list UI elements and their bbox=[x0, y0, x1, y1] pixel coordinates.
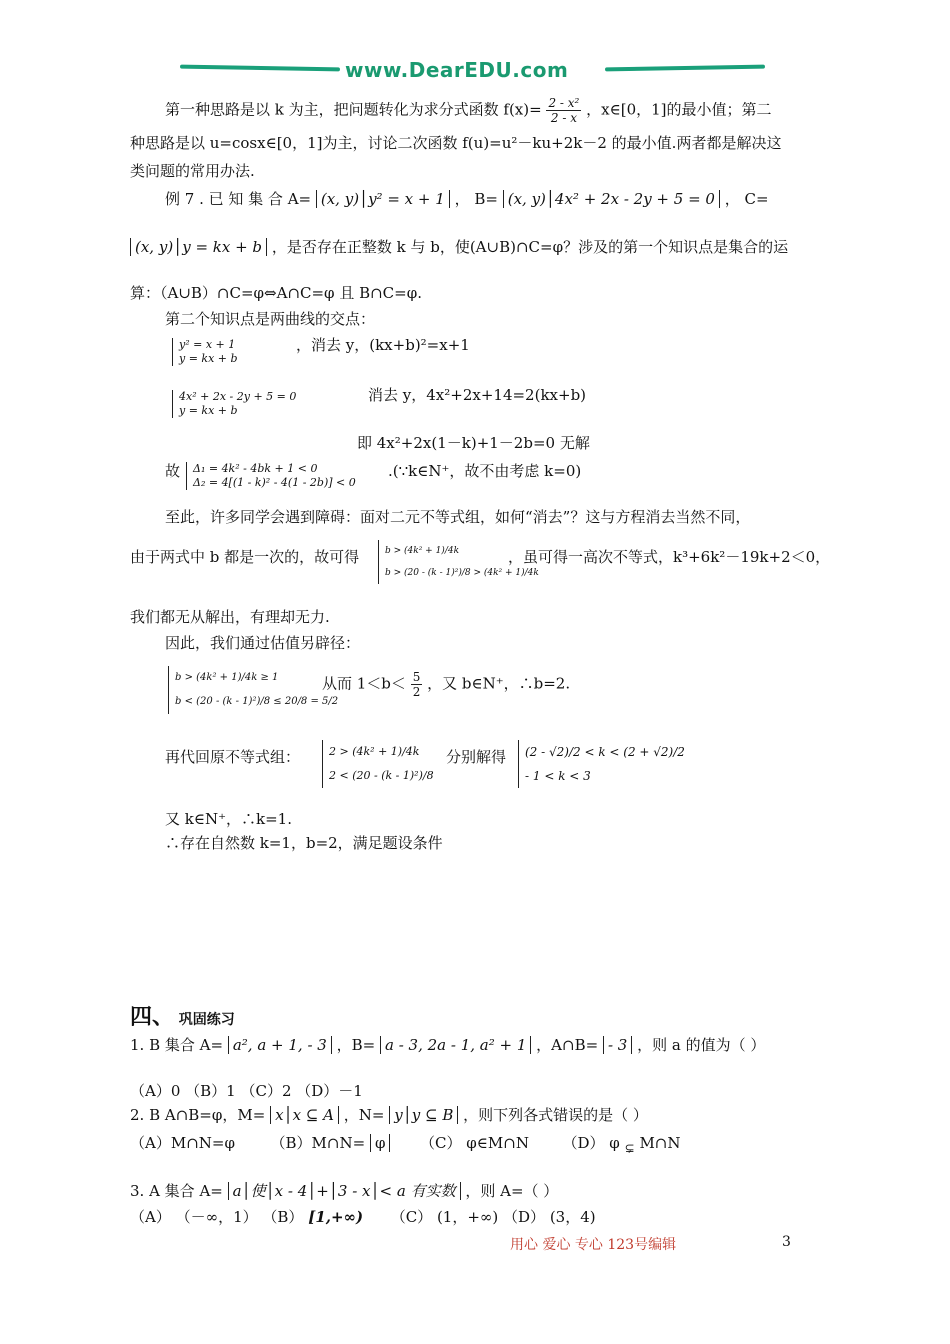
example7-line4: 第二个知识点是两曲线的交点： bbox=[165, 310, 376, 328]
site-banner: www.DearEDU.com bbox=[345, 58, 569, 82]
q2-text-c: ，则下列各式错误的是（ ） bbox=[463, 1106, 648, 1124]
equation-system-2 bbox=[172, 390, 296, 418]
set-b: (x, y)│4x² + 2x - 2y + 5 = 0 bbox=[503, 190, 720, 208]
equation: y² = x + 1 bbox=[179, 338, 236, 351]
para1-text-b: ，x∈[0，1]的最小值；第二 bbox=[586, 100, 772, 119]
q2-option-a: （A）M∩N=φ bbox=[130, 1134, 235, 1152]
para9: ∴存在自然数 k=1，b=2，满足题设条件 bbox=[165, 834, 443, 852]
equation-system-3 bbox=[186, 462, 356, 490]
ex7-question: ，是否存在正整数 k 与 b，使(A∪B)∩C=φ？涉及的第一个知识点是集合的运 bbox=[271, 238, 789, 256]
q2-option-b: （B）M∩N= bbox=[270, 1134, 366, 1152]
inequality: Δ₂ = 4[(1 - k)² - 4(1 - 2b)] < 0 bbox=[193, 476, 356, 489]
equation-system-5 bbox=[168, 666, 338, 714]
para1-line3: 类问题的常用办法. bbox=[130, 162, 255, 180]
no-solution-line: 即 4x²+2x(1－k)+1－2b=0 无解 bbox=[357, 434, 590, 452]
equation: y = kx + b bbox=[179, 404, 238, 417]
q3-options bbox=[130, 1206, 596, 1227]
q1-options: （A）0 （B）1 （C）2 （D）－1 bbox=[130, 1082, 363, 1100]
q1-text-b: ，B= bbox=[336, 1036, 376, 1054]
fraction-denominator: 2 bbox=[412, 685, 421, 699]
para3-a: 由于两式中 b 都是一次的，故可得 bbox=[130, 548, 360, 566]
q2-option-d: （D） φ bbox=[562, 1134, 620, 1152]
q3-set: a│使│x - 4│+│3 - x│< a 有实数 bbox=[228, 1182, 461, 1200]
set-a: (x, y)│y² = x + 1 bbox=[316, 190, 450, 208]
q3-options-a: （A） （－∞，1） （B） bbox=[130, 1208, 304, 1226]
para1-line1 bbox=[165, 96, 772, 125]
q3-options-b: （C） (1，+∞) （D） (3，4) bbox=[390, 1208, 596, 1226]
q1-set-b: a - 3, 2a - 1, a² + 1 bbox=[380, 1036, 531, 1054]
inequality: 2 < (20 - (k - 1)²)/8 bbox=[329, 769, 434, 782]
ex7-sep-b: ， B= bbox=[454, 190, 498, 208]
fraction-five-halves bbox=[411, 670, 423, 699]
fraction-numerator: 2 - x² bbox=[548, 96, 580, 110]
inequality: b > (4k² + 1)/4k ≥ 1 bbox=[175, 672, 279, 683]
q2-options bbox=[130, 1132, 681, 1155]
para5: 因此，我们通过估值另辟径： bbox=[165, 634, 361, 652]
q2-option-b-set: φ bbox=[370, 1134, 391, 1152]
header-line-left bbox=[180, 65, 340, 72]
section-title: 巩固练习 bbox=[178, 1012, 235, 1028]
equation-system-7 bbox=[518, 740, 685, 788]
para7: 再代回原不等式组： bbox=[165, 748, 301, 766]
inequality: b > (4k² + 1)/4k bbox=[385, 546, 460, 556]
example7-line2 bbox=[130, 236, 788, 257]
para8: 又 k∈N⁺，∴k=1. bbox=[165, 810, 292, 828]
para6-text-b: ，又 b∈N⁺，∴b=2. bbox=[427, 674, 571, 693]
inequality: b > (20 - (k - 1)²)/8 > (4k² + 1)/4k bbox=[385, 568, 539, 578]
inequality: (2 - √2)/2 < k < (2 + √2)/2 bbox=[525, 745, 685, 759]
example7-line3: 算：（A∪B）∩C=φ⇔A∩C=φ 且 B∩C=φ. bbox=[130, 284, 423, 302]
q2-option-c: （C） φ∈M∩N bbox=[420, 1134, 529, 1152]
fraction-numerator: 5 bbox=[412, 670, 421, 684]
inequality: - 1 < k < 3 bbox=[525, 769, 591, 783]
header-line-right bbox=[605, 65, 765, 72]
question-3 bbox=[130, 1180, 558, 1201]
para3-b: ，虽可得一高次不等式，k³+6k²－19k+2＜0， bbox=[508, 548, 831, 566]
system1-text: ，消去 y，(kx+b)²=x+1 bbox=[296, 336, 470, 354]
para1-line2: 种思路是以 u=cosx∈[0，1]为主，讨论二次函数 f(u)=u²－ku+2k－2 的最小值.两者都是解决这 bbox=[130, 134, 782, 152]
q1-set-a: a², a + 1, - 3 bbox=[228, 1036, 332, 1054]
q2-set-n: y│y ⊆ B bbox=[389, 1106, 458, 1124]
q2-text-b: ，N= bbox=[343, 1106, 385, 1124]
inequality: Δ₁ = 4k² - 4bk + 1 < 0 bbox=[193, 462, 318, 475]
q1-text-d: ，则 a 的值为（ ） bbox=[637, 1036, 766, 1054]
q3-text-a: 3. A 集合 A= bbox=[130, 1182, 223, 1200]
q1-text-a: 1. B 集合 A= bbox=[130, 1036, 224, 1054]
gu-label: 故 bbox=[165, 462, 181, 480]
para7-b: 分别解得 bbox=[446, 748, 507, 766]
system2-text: 消去 y，4x²+2x+14=2(kx+b) bbox=[368, 386, 587, 404]
para2: 至此，许多同学会遇到障碍：面对二元不等式组，如何“消去”？这与方程消去当然不同， bbox=[165, 508, 751, 526]
q1-text-c: ，A∩B= bbox=[536, 1036, 599, 1054]
system3-text: .(∵k∈N⁺，故不由考虑 k=0) bbox=[388, 462, 582, 480]
inequality: 2 > (4k² + 1)/4k bbox=[329, 745, 420, 758]
para6-text-a: 从而 1＜b＜ bbox=[322, 674, 406, 693]
q2-set-m: x│x ⊆ A bbox=[270, 1106, 339, 1124]
ex7-sep-c: ， C= bbox=[724, 190, 769, 208]
equation: 4x² + 2x - 2y + 5 = 0 bbox=[179, 390, 297, 403]
q1-set-c: - 3 bbox=[603, 1036, 632, 1054]
section-heading bbox=[130, 1000, 235, 1031]
equation-system-6 bbox=[322, 740, 434, 788]
example7-line1 bbox=[165, 188, 769, 209]
q3-option-b: [1,+∞) bbox=[308, 1208, 364, 1226]
question-2 bbox=[130, 1104, 648, 1125]
proper-subset-symbol: ⊊ bbox=[624, 1141, 635, 1155]
section-number: 四、 bbox=[130, 1005, 175, 1030]
fraction-denominator: 2 - x bbox=[550, 111, 577, 125]
ex7-label: 例 7 . 已 知 集 合 A= bbox=[165, 190, 312, 208]
footer-text: 用心 爱心 专心 123号编辑 bbox=[510, 1237, 677, 1253]
q2-option-d-b: M∩N bbox=[639, 1134, 681, 1152]
q2-text-a: 2. B A∩B=φ，M= bbox=[130, 1106, 266, 1124]
q3-text-b: ，则 A=（ ） bbox=[465, 1182, 559, 1200]
set-c: (x, y)│y = kx + b bbox=[130, 238, 267, 256]
equation-system-1 bbox=[172, 338, 238, 366]
page-number: 3 bbox=[782, 1234, 791, 1250]
para6 bbox=[322, 670, 570, 699]
para1-text-a: 第一种思路是以 k 为主，把问题转化为求分式函数 f(x)= bbox=[165, 100, 542, 119]
equation: y = kx + b bbox=[179, 352, 238, 365]
inequality: b < (20 - (k - 1)²)/8 ≤ 20/8 = 5/2 bbox=[175, 696, 339, 707]
question-1 bbox=[130, 1034, 765, 1055]
fraction bbox=[546, 96, 581, 125]
para4: 我们都无从解出，有理却无力. bbox=[130, 608, 330, 626]
